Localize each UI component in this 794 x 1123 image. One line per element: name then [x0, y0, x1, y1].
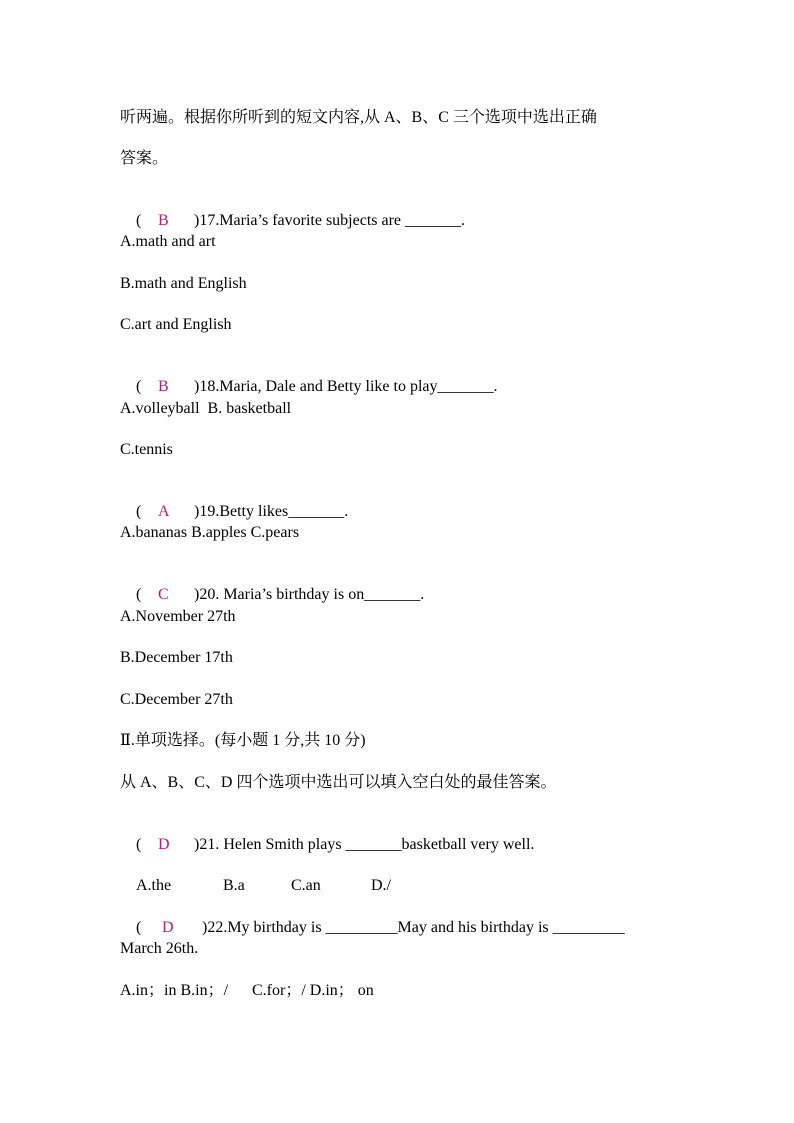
section-2-instruction: 从 A、B、C、D 四个选项中选出可以填入空白处的最佳答案。: [120, 774, 557, 791]
q20-option-c: C.December 27th: [120, 691, 233, 708]
answer-21: D: [158, 836, 170, 853]
q21-option-b: B.a: [223, 877, 245, 894]
answer-17: B: [158, 212, 169, 229]
question-22-stem: )22.My birthday is _________May and his birthday is _________: [202, 919, 625, 936]
answer-22: D: [162, 919, 174, 936]
q20-option-a: A.November 27th: [120, 608, 236, 625]
q20-option-b: B.December 17th: [120, 649, 233, 666]
answer-20: C: [158, 586, 169, 603]
question-22-continued: March 26th.: [120, 940, 199, 957]
paren-open: (: [136, 212, 142, 229]
section-2-heading: Ⅱ.单项选择。(每小题 1 分,共 10 分): [120, 732, 366, 749]
q21-option-a: A.the: [136, 877, 172, 894]
question-17-stem: )17.Maria’s favorite subjects are _______.: [194, 212, 466, 229]
question-18-stem: )18.Maria, Dale and Betty like to play_______.: [194, 378, 498, 395]
intro-line-1: 听两遍。根据你所听到的短文内容,从 A、B、C 三个选项中选出正确: [120, 109, 597, 126]
q18-options-ab: A.volleyball B. basketball: [120, 400, 292, 417]
q22-options: A.in；in B.in；/ C.for；/ D.in； on: [120, 982, 374, 999]
question-20-stem: )20. Maria’s birthday is on_______.: [194, 586, 425, 603]
answer-19: A: [158, 503, 170, 520]
paren-open: (: [136, 503, 142, 520]
paren-open: (: [136, 586, 142, 603]
intro-line-2: 答案。: [120, 150, 169, 167]
q18-option-c: C.tennis: [120, 441, 173, 458]
q17-option-c: C.art and English: [120, 316, 232, 333]
q17-option-b: B.math and English: [120, 275, 247, 292]
q21-option-c: C.an: [291, 877, 321, 894]
paren-open: (: [136, 836, 142, 853]
question-21-stem: )21. Helen Smith plays _______basketball very well.: [194, 836, 535, 853]
q17-option-a: A.math and art: [120, 233, 216, 250]
question-19-stem: )19.Betty likes_______.: [194, 503, 349, 520]
paren-open: (: [136, 378, 142, 395]
q21-option-d: D./: [371, 877, 391, 894]
answer-18: B: [158, 378, 169, 395]
paren-open: (: [136, 919, 142, 936]
q19-options: A.bananas B.apples C.pears: [120, 524, 300, 541]
